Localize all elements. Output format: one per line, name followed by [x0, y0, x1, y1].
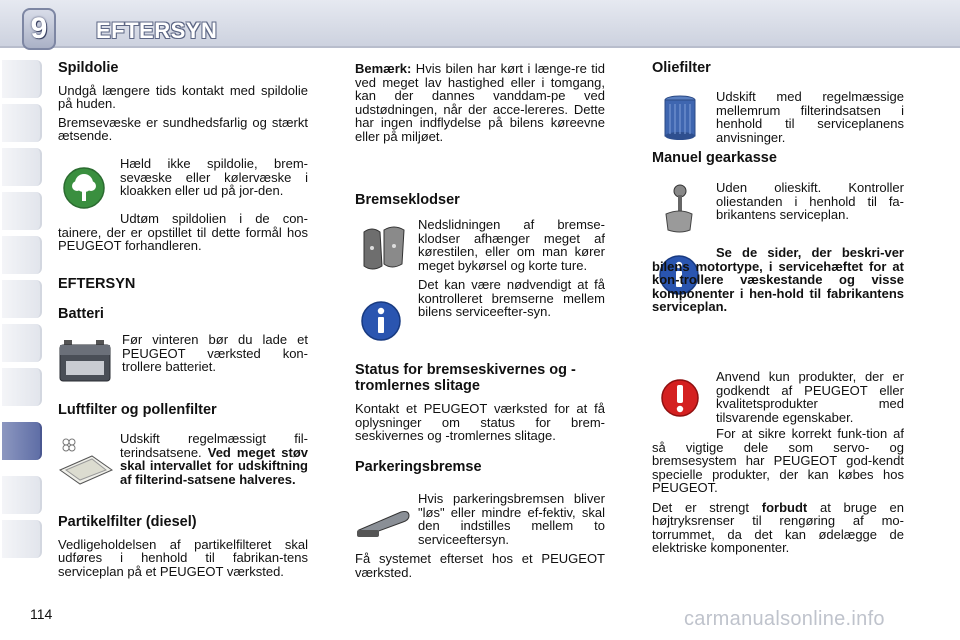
info-icon	[360, 300, 402, 342]
eftersyn-heading: EFTERSYN	[58, 276, 136, 292]
batteri-heading: Batteri	[58, 306, 104, 322]
bremseklodser-paragraph-1: Nedslidningen af bremse-klodser afhænger meget af kørestilen, eller om man kører meget bykørsel og korte ture.	[418, 217, 605, 273]
side-tab-4[interactable]	[2, 192, 42, 230]
gearkasse-text	[716, 181, 904, 222]
warning-paragraph-3b: at bruge en højtryksrenser til rengøring af mo-torrummet, da det kan ødelægge de elektriske komponenter.	[652, 499, 904, 555]
bremseklodser-section	[355, 194, 605, 216]
partikelfilter-heading: Partikelfilter (diesel)	[58, 514, 197, 530]
battery-icon	[58, 336, 112, 386]
side-tab-6[interactable]	[2, 280, 42, 318]
warning-continued	[652, 427, 904, 555]
parkeringsbremse-section	[355, 461, 605, 483]
bremseklodser-paragraph-2: Det kan være nødvendigt at få kontrolleret bremserne mellem bilens serviceefter-syn.	[418, 277, 605, 319]
page-number: 114	[30, 606, 53, 622]
spildolie-paragraph-4: Udtøm spildolien i de con-tainere, der er opstillet til dette formål hos PEUGEOT forhandleren.	[58, 211, 308, 253]
bremseklodser-text	[418, 218, 605, 319]
environment-tree-icon	[62, 166, 106, 210]
chapter-title: EFTERSYN	[96, 18, 218, 43]
partikelfilter-section	[58, 516, 308, 578]
parkeringsbremse-paragraph-2: Få systemet efterset hos et PEUGEOT værksted.	[355, 551, 605, 580]
luftfilter-section	[58, 404, 308, 426]
bemaerk-text: Hvis bilen har kørt i længe-re tid ved meget lav hastighed eller i tomgang, kan der dannes vanddam-pe ved udstødningen, når der acce-lereres. Dette har ingen indflydelse på bilens køreevne eller på miljøet.	[355, 61, 605, 144]
service-note-block	[652, 246, 904, 314]
side-tab-10[interactable]	[2, 476, 42, 514]
bremseskiver-paragraph: Kontakt et PEUGEOT værksted for at få oplysninger om status for brem-seskivernes og -tromlernes slitage.	[355, 401, 605, 443]
batteri-section	[58, 308, 308, 330]
side-tab-3[interactable]	[2, 148, 42, 186]
oliefilter-section	[652, 62, 904, 84]
oliefilter-paragraph: Udskift med regelmæssige mellemrum filterindsatsen i henhold til serviceplanens anvisninger.	[716, 89, 904, 145]
luftfilter-warning-bold: Ved meget støv skal intervallet for udskiftning af filterind-satsene halveres.	[120, 444, 308, 487]
spildolie-paragraph-1: Undgå længere tids kontakt med spildolie på huden.	[58, 82, 308, 111]
warning-paragraph-2: For at sikre korrekt funk-tion af så vigtige dele som servo- og bremsesystem har PEUGEOT god-kendt specielle produkter, der kan købes hos PEUGEOT.	[652, 426, 904, 495]
warning-forbudt-bold: forbudt	[761, 499, 808, 515]
bremseklodser-heading: Bremseklodser	[355, 192, 460, 208]
gear-stick-icon	[658, 184, 698, 234]
luftfilter-heading: Luftfilter og pollenfilter	[58, 402, 217, 418]
side-tab-9-active[interactable]	[2, 422, 42, 460]
gearkasse-heading: Manuel gearkasse	[652, 150, 777, 166]
side-tab-11[interactable]	[2, 520, 42, 558]
air-filter-icon	[58, 436, 114, 486]
spildolie-disposal-block	[58, 212, 308, 253]
bemaerk-label: Bemærk:	[355, 61, 412, 76]
gearkasse-section	[652, 152, 904, 174]
watermark-text: carmanualsonline.info	[684, 608, 885, 630]
batteri-paragraph: Før vinteren bør du lade et PEUGEOT værksted kon-trollere batteriet.	[122, 332, 308, 374]
side-tab-7[interactable]	[2, 324, 42, 362]
bremseskiver-heading: Status for bremseskivernes og -tromlernes slitage	[355, 362, 576, 394]
chapter-badge: 9	[22, 8, 56, 50]
warning-paragraph-3a: Det er strengt	[652, 499, 762, 515]
eftersyn-section	[58, 278, 308, 300]
left-column	[58, 62, 308, 143]
oil-filter-icon	[660, 94, 700, 142]
spildolie-heading: Spildolie	[58, 60, 119, 76]
side-tab-2[interactable]	[2, 104, 42, 142]
warning-paragraph-1: Anvend kun produkter, der er godkendt af PEUGEOT eller kvalitetsprodukter med tilsvarende egenskaber.	[716, 369, 904, 425]
warning-exclamation-icon	[660, 377, 700, 419]
brake-pads-icon	[358, 224, 410, 274]
service-note-bold: Se de sider, der beskri-ver bilens motortype, i servicehæftet for at kon-trollere væskestande og visse komponenter i hen-hold til fabrikantens serviceplan.	[652, 245, 904, 314]
parkeringsbremse-heading: Parkeringsbremse	[355, 459, 482, 475]
side-tab-8[interactable]	[2, 368, 42, 406]
oliefilter-text	[716, 90, 904, 144]
parkeringsbremse-footer	[355, 552, 605, 579]
gearkasse-paragraph: Uden olieskift. Kontroller oliestanden i henhold til fa-brikantens serviceplan.	[716, 180, 904, 222]
side-chapter-tabs	[0, 60, 46, 580]
side-tab-5[interactable]	[2, 236, 42, 274]
middle-column	[355, 62, 605, 143]
parkeringsbremse-paragraph-1: Hvis parkeringsbremsen bliver "løs" eller mindre ef-fektiv, skal den indstilles mellem to serviceeftersyn.	[418, 491, 605, 547]
handbrake-lever-icon	[355, 500, 413, 540]
spildolie-paragraph-3: Hæld ikke spildolie, brem-sevæske eller kølervæske i kloakken eller ud på jor-den.	[120, 156, 308, 198]
oliefilter-heading: Oliefilter	[652, 60, 711, 76]
luftfilter-text	[120, 432, 308, 486]
batteri-text	[122, 333, 308, 374]
warning-text	[716, 370, 904, 424]
spildolie-icon-text	[120, 157, 308, 198]
luftfilter-paragraph: Udskift regelmæssigt fil-terindsatsene.	[120, 431, 308, 460]
bremseskiver-section	[355, 362, 605, 443]
spildolie-paragraph-2: Bremsevæske er sundhedsfarlig og stærkt ætsende.	[58, 114, 308, 143]
side-tab-1[interactable]	[2, 60, 42, 98]
partikelfilter-paragraph: Vedligeholdelsen af partikelfilteret skal udføres i henhold til fabrikan-tens serviceplan på et PEUGEOT værksted.	[58, 536, 308, 579]
parkeringsbremse-text	[418, 492, 605, 546]
